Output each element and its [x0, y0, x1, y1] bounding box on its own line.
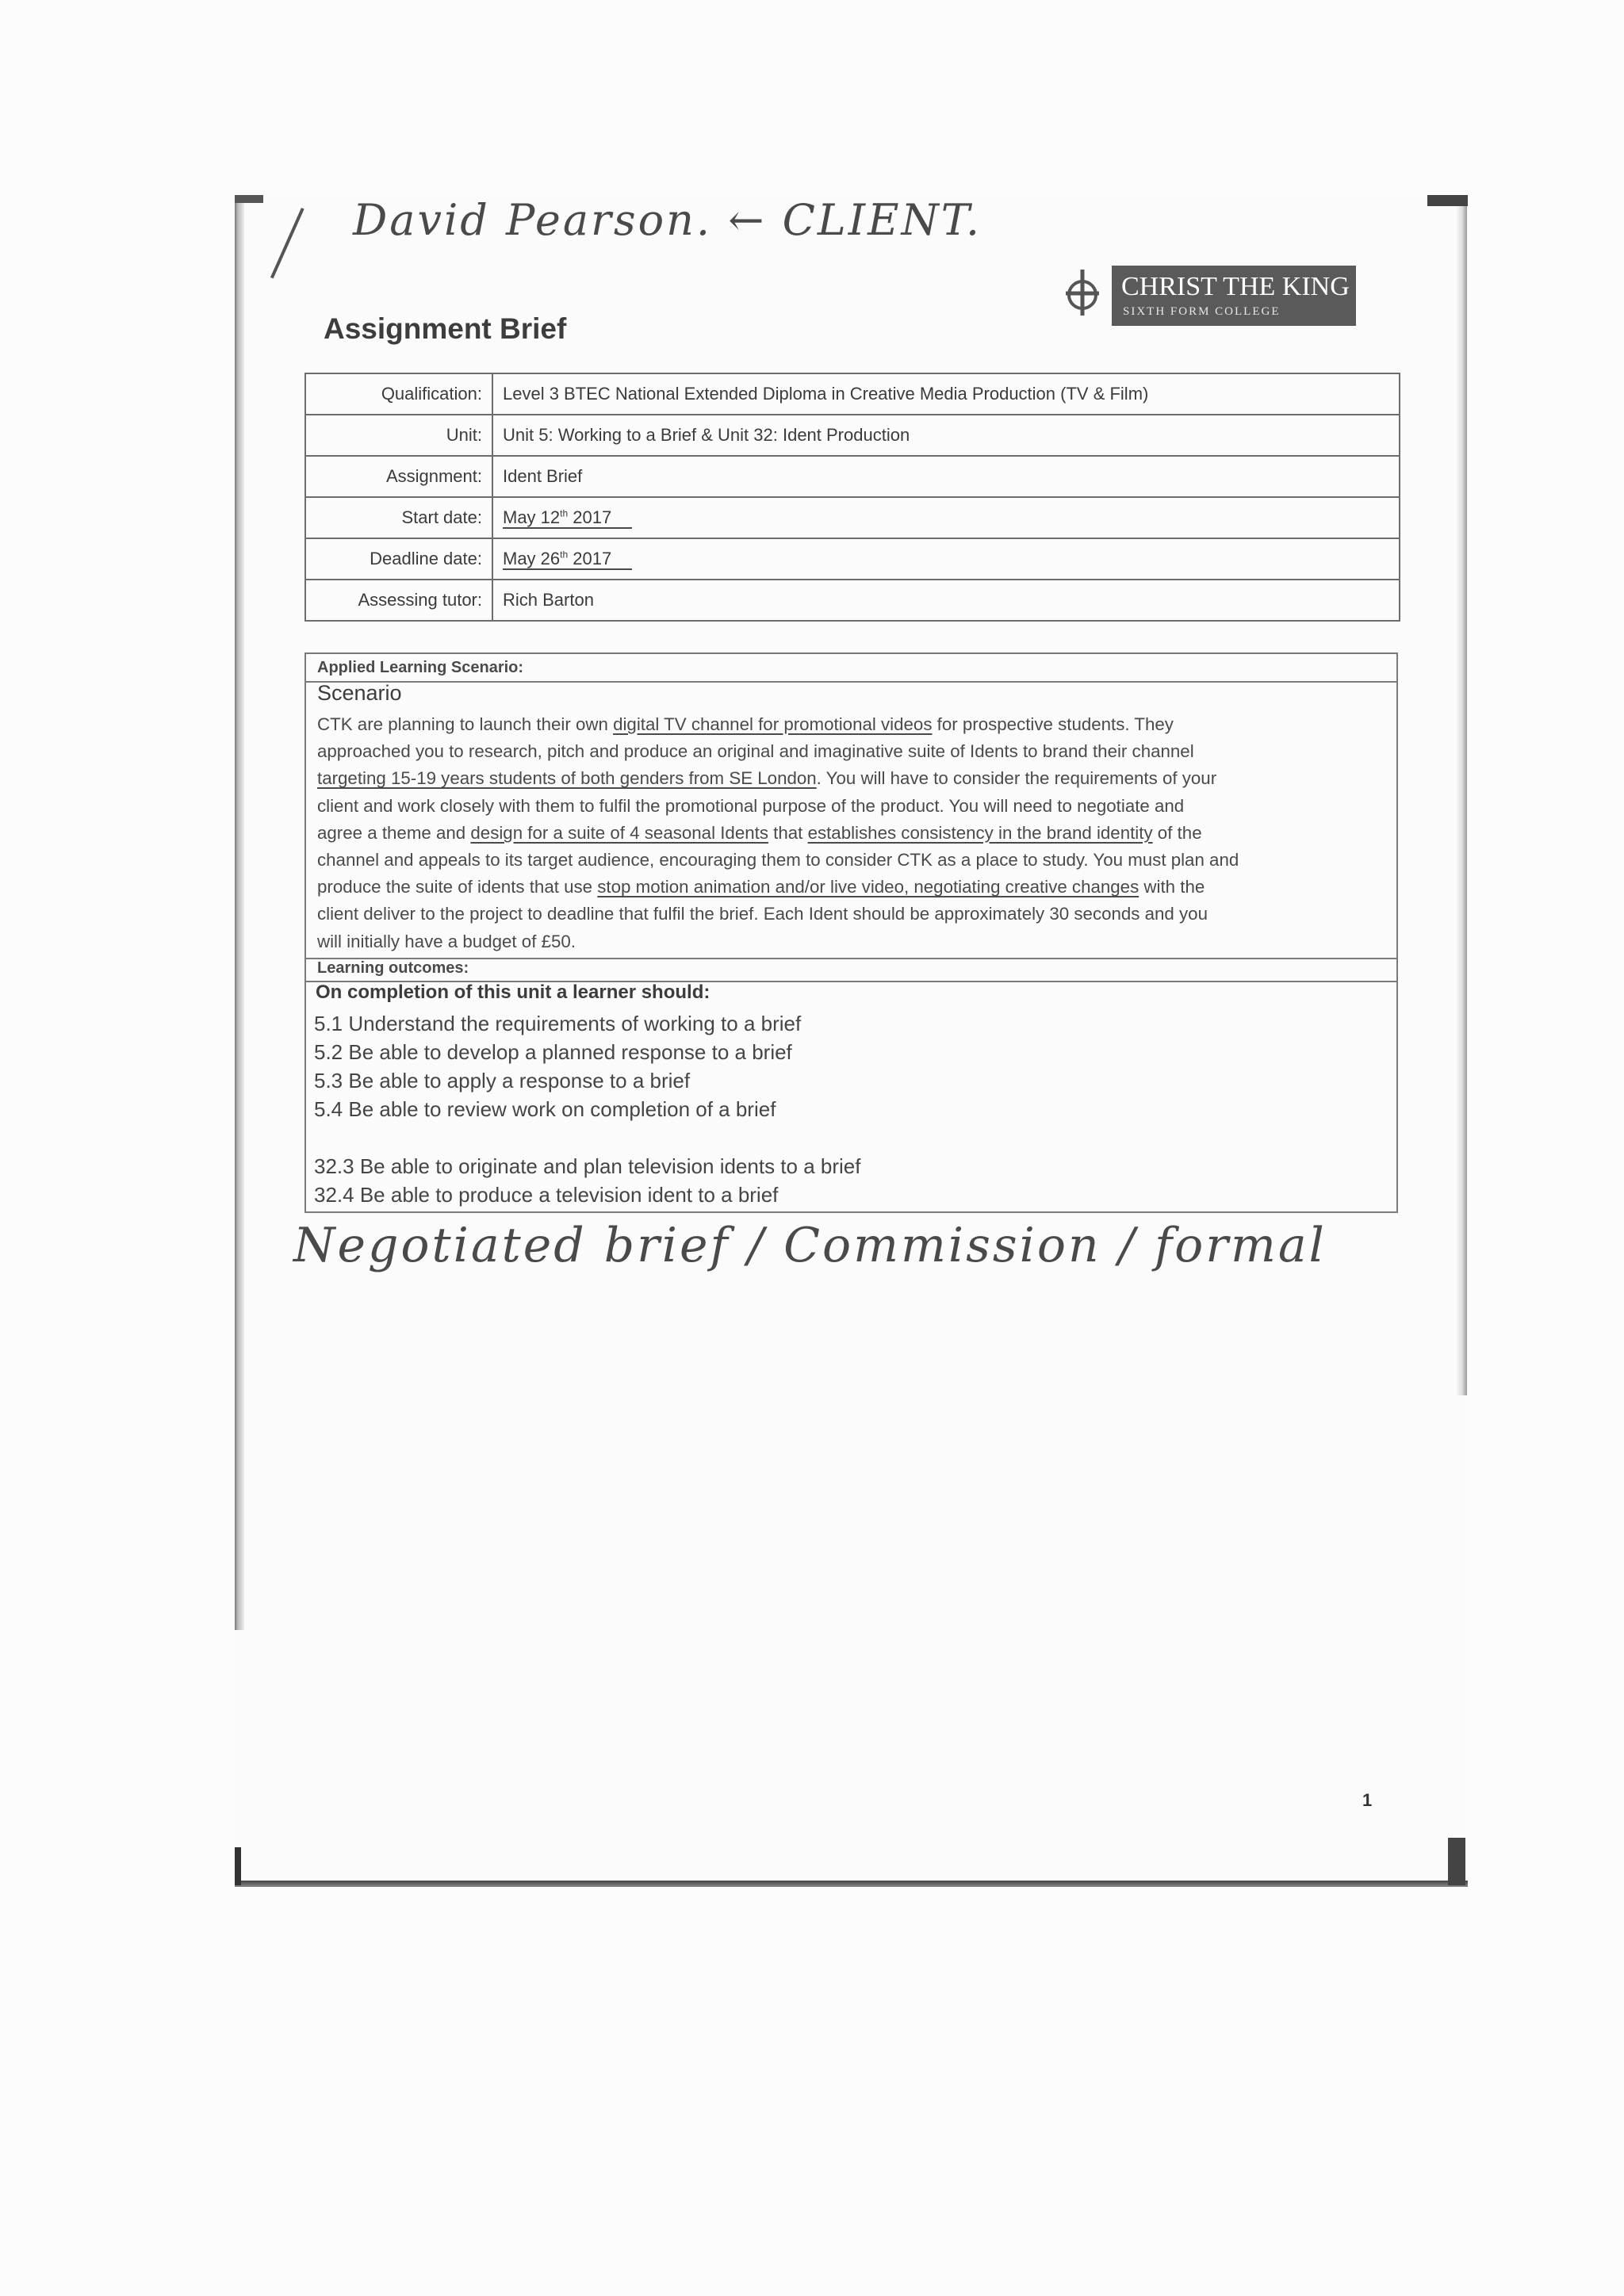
table-row: [305, 373, 1400, 415]
list-item: 5.2 Be able to develop a planned response to a brief: [314, 1040, 792, 1064]
table-row: [305, 497, 1400, 538]
table-row: [305, 580, 1400, 621]
tutor-value: Rich Barton: [492, 580, 1400, 621]
start-date-year: 2017: [568, 507, 612, 527]
college-logo: [1112, 266, 1356, 326]
unit-value: Unit 5: Working to a Brief & Unit 32: Ident Production: [492, 415, 1400, 456]
start-date-label: Start date:: [305, 497, 492, 538]
scenario-section-label: Applied Learning Scenario:: [317, 659, 524, 676]
scan-edge-bottom: [235, 1881, 1468, 1887]
list-item: 32.3 Be able to originate and plan television idents to a brief: [314, 1154, 861, 1178]
assignment-value: Ident Brief: [492, 456, 1400, 497]
logo-text: CHRIST THE KING: [1121, 272, 1350, 301]
start-date-day: May 12: [503, 507, 561, 527]
scan-corner-bottom-right: [1448, 1838, 1465, 1885]
list-item: 5.3 Be able to apply a response to a brief: [314, 1069, 691, 1093]
assignment-label: Assignment:: [305, 456, 492, 497]
deadline-date-label: Deadline date:: [305, 538, 492, 580]
list-item: 5.4 Be able to review work on completion of a brief: [314, 1097, 776, 1121]
scenario-line: will initially have a budget of £50.: [317, 931, 576, 951]
start-date-value: [492, 497, 1400, 538]
scenario-heading: Scenario: [317, 681, 402, 705]
divider: [306, 681, 1396, 683]
scenario-line: client and work closely with them to fulfil the promotional purpose of the product. You will need to negotiate and: [317, 795, 1185, 816]
deadline-date-day: May 26: [503, 549, 561, 568]
qualification-value: Level 3 BTEC National Extended Diploma in Creative Media Production (TV & Film): [492, 373, 1400, 415]
learning-outcomes-heading: On completion of this unit a learner should:: [316, 982, 710, 1003]
scenario-line: CTK are planning to launch their own digital TV channel for promotional videos for prospective students. They: [317, 714, 1174, 734]
learning-outcomes-label: Learning outcomes:: [317, 959, 469, 977]
unit-label: Unit:: [305, 415, 492, 456]
tutor-label: Assessing tutor:: [305, 580, 492, 621]
college-cross-icon: [1061, 266, 1104, 319]
start-date-suffix: th: [560, 507, 569, 519]
scenario-text: [317, 711, 1388, 955]
divider: [306, 958, 1396, 959]
scenario-line: targeting 15-19 years students of both genders from SE London. You will have to consider the requirements of your: [317, 768, 1217, 789]
scenario-box: [304, 652, 1398, 1213]
page-number: 1: [1362, 1790, 1373, 1810]
scenario-line: approached you to research, pitch and produce an original and imaginative suite of Idents to brand their channel: [317, 741, 1194, 762]
scan-corner-top-left: [235, 195, 263, 203]
scan-edge-left: [235, 195, 244, 1630]
scan-corner-bottom-left: [235, 1847, 241, 1885]
scenario-line: produce the suite of idents that use stop motion animation and/or live video, negotiating creative changes with the: [317, 877, 1205, 897]
assignment-info-table: [304, 373, 1400, 622]
deadline-date-value: [492, 538, 1400, 580]
scenario-line: client deliver to the project to deadline that fulfil the brief. Each Ident should be approximately 30 seconds and you: [317, 904, 1208, 924]
handwritten-bottom-note: Negotiated brief / Commission / formal: [293, 1218, 1327, 1273]
table-row: [305, 538, 1400, 580]
scenario-line: channel and appeals to its target audience, encouraging them to consider CTK as a place to study. You must plan and: [317, 850, 1239, 871]
table-row: [305, 415, 1400, 456]
handwritten-client-note: David Pearson. ← CLIENT.: [353, 195, 982, 245]
logo-subtext: SIXTH FORM COLLEGE: [1123, 305, 1281, 318]
list-item: 5.1 Understand the requirements of working to a brief: [314, 1012, 802, 1035]
scenario-line: agree a theme and design for a suite of 4 seasonal Idents that establishes consistency in the brand identity of the: [317, 822, 1202, 843]
page-title: Assignment Brief: [324, 312, 567, 345]
deadline-date-year: 2017: [568, 549, 612, 568]
list-item: 32.4 Be able to produce a television ident to a brief: [314, 1183, 779, 1207]
learning-outcomes-list: [314, 1009, 860, 1209]
scan-edge-right: [1456, 206, 1467, 1395]
qualification-label: Qualification:: [305, 373, 492, 415]
table-row: [305, 456, 1400, 497]
deadline-date-suffix: th: [560, 549, 569, 561]
scan-corner-top-right: [1427, 195, 1468, 206]
